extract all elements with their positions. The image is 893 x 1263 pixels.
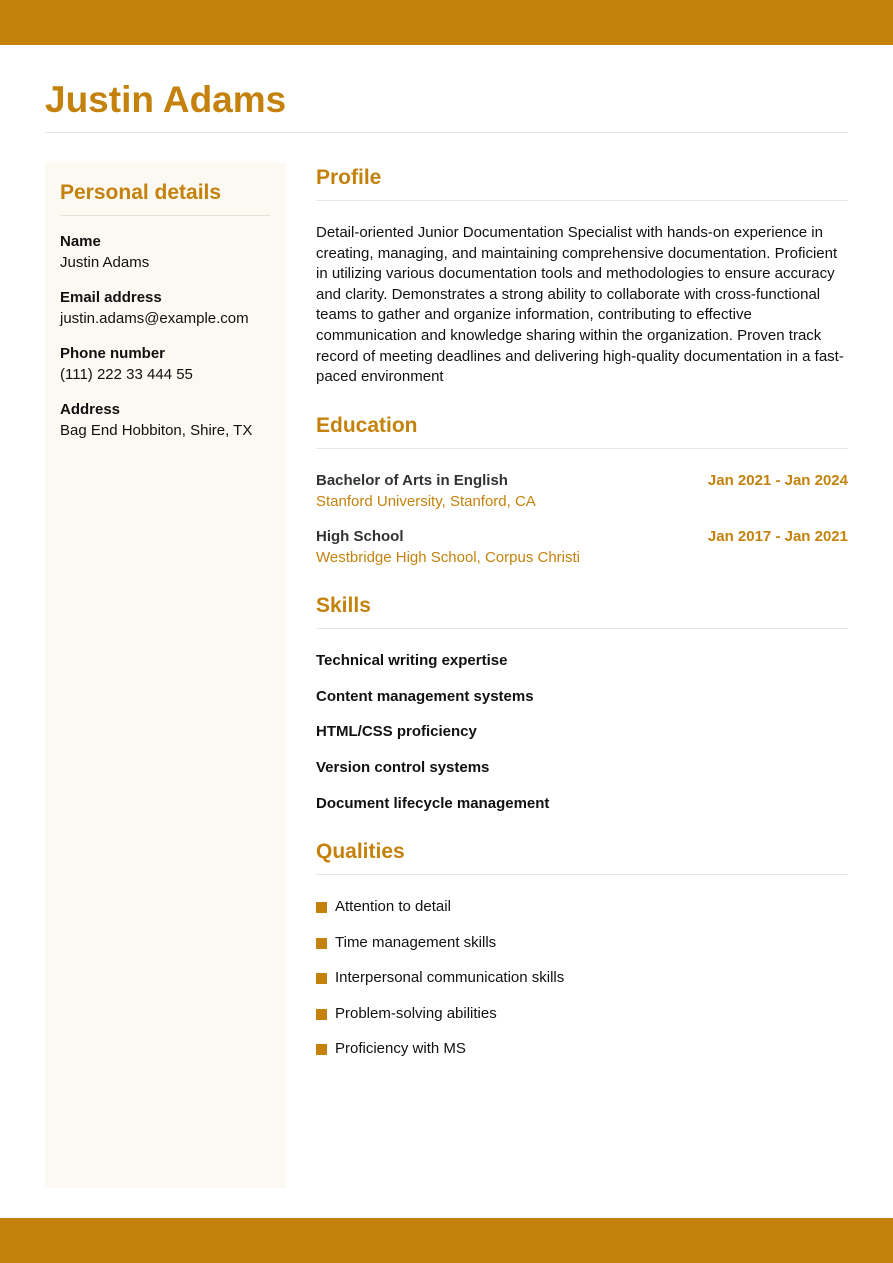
qualities-heading: Qualities <box>316 840 405 863</box>
detail-email <box>60 288 282 329</box>
quality-text: Time management skills <box>335 934 497 951</box>
square-bullet-icon <box>316 1044 327 1055</box>
skill-item: HTML/CSS proficiency <box>316 723 477 740</box>
detail-label: Phone number <box>60 345 166 362</box>
detail-value: (111) 222 33 444 55 <box>60 366 193 383</box>
bottom-accent-bar <box>0 1218 893 1263</box>
quality-text: Interpersonal communication skills <box>335 969 565 986</box>
personal-details-heading: Personal details <box>60 181 222 204</box>
education-dates: Jan 2017 - Jan 2021 <box>707 528 848 545</box>
title-divider <box>45 132 848 133</box>
profile-text: Detail-oriented Junior Documentation Specialist with hands-on experience in creating, managing, and maintaining comprehensive documentation. Proficient in utilizing various documentation tools and methodologies to ensure accuracy and clarity. Demonstrates a strong ability to collaborate with cross-functional teams to gather and organize information, contributing to effective communication and knowledge sharing within the organization. Proven track record of meeting deadlines and delivering high-quality documentation in a fast-paced environment <box>316 224 844 386</box>
detail-name <box>60 232 282 273</box>
detail-address <box>60 400 282 441</box>
detail-label: Address <box>60 401 121 418</box>
square-bullet-icon <box>316 973 327 984</box>
quality-text: Proficiency with MS <box>335 1040 466 1057</box>
detail-value: Justin Adams <box>60 254 150 271</box>
education-degree: High School <box>316 528 404 545</box>
education-dates: Jan 2021 - Jan 2024 <box>707 472 848 489</box>
education-school: Stanford University, Stanford, CA <box>316 493 536 510</box>
quality-text: Attention to detail <box>335 898 451 915</box>
skill-item: Content management systems <box>316 688 534 705</box>
square-bullet-icon <box>316 938 327 949</box>
profile-heading: Profile <box>316 166 382 189</box>
education-heading: Education <box>316 414 418 437</box>
detail-label: Email address <box>60 289 162 306</box>
education-divider <box>316 448 848 449</box>
detail-label: Name <box>60 233 101 250</box>
skills-heading: Skills <box>316 594 371 617</box>
square-bullet-icon <box>316 902 327 913</box>
page-title: Justin Adams <box>45 79 287 120</box>
education-school: Westbridge High School, Corpus Christi <box>316 549 581 566</box>
qualities-divider <box>316 874 848 875</box>
profile-divider <box>316 200 848 201</box>
square-bullet-icon <box>316 1009 327 1020</box>
skill-item: Technical writing expertise <box>316 652 508 669</box>
education-item <box>316 471 848 515</box>
education-degree: Bachelor of Arts in English <box>316 472 508 489</box>
skill-item: Version control systems <box>316 759 490 776</box>
detail-value: Bag End Hobbiton, Shire, TX <box>60 422 253 439</box>
detail-value: justin.adams@example.com <box>60 310 249 327</box>
personal-details-divider <box>60 215 270 216</box>
detail-phone <box>60 344 282 385</box>
skill-item: Document lifecycle management <box>316 795 550 812</box>
top-accent-bar <box>0 0 893 45</box>
skills-divider <box>316 628 848 629</box>
quality-text: Problem-solving abilities <box>335 1005 497 1022</box>
education-item <box>316 527 848 571</box>
personal-details-sidebar <box>45 163 286 1188</box>
